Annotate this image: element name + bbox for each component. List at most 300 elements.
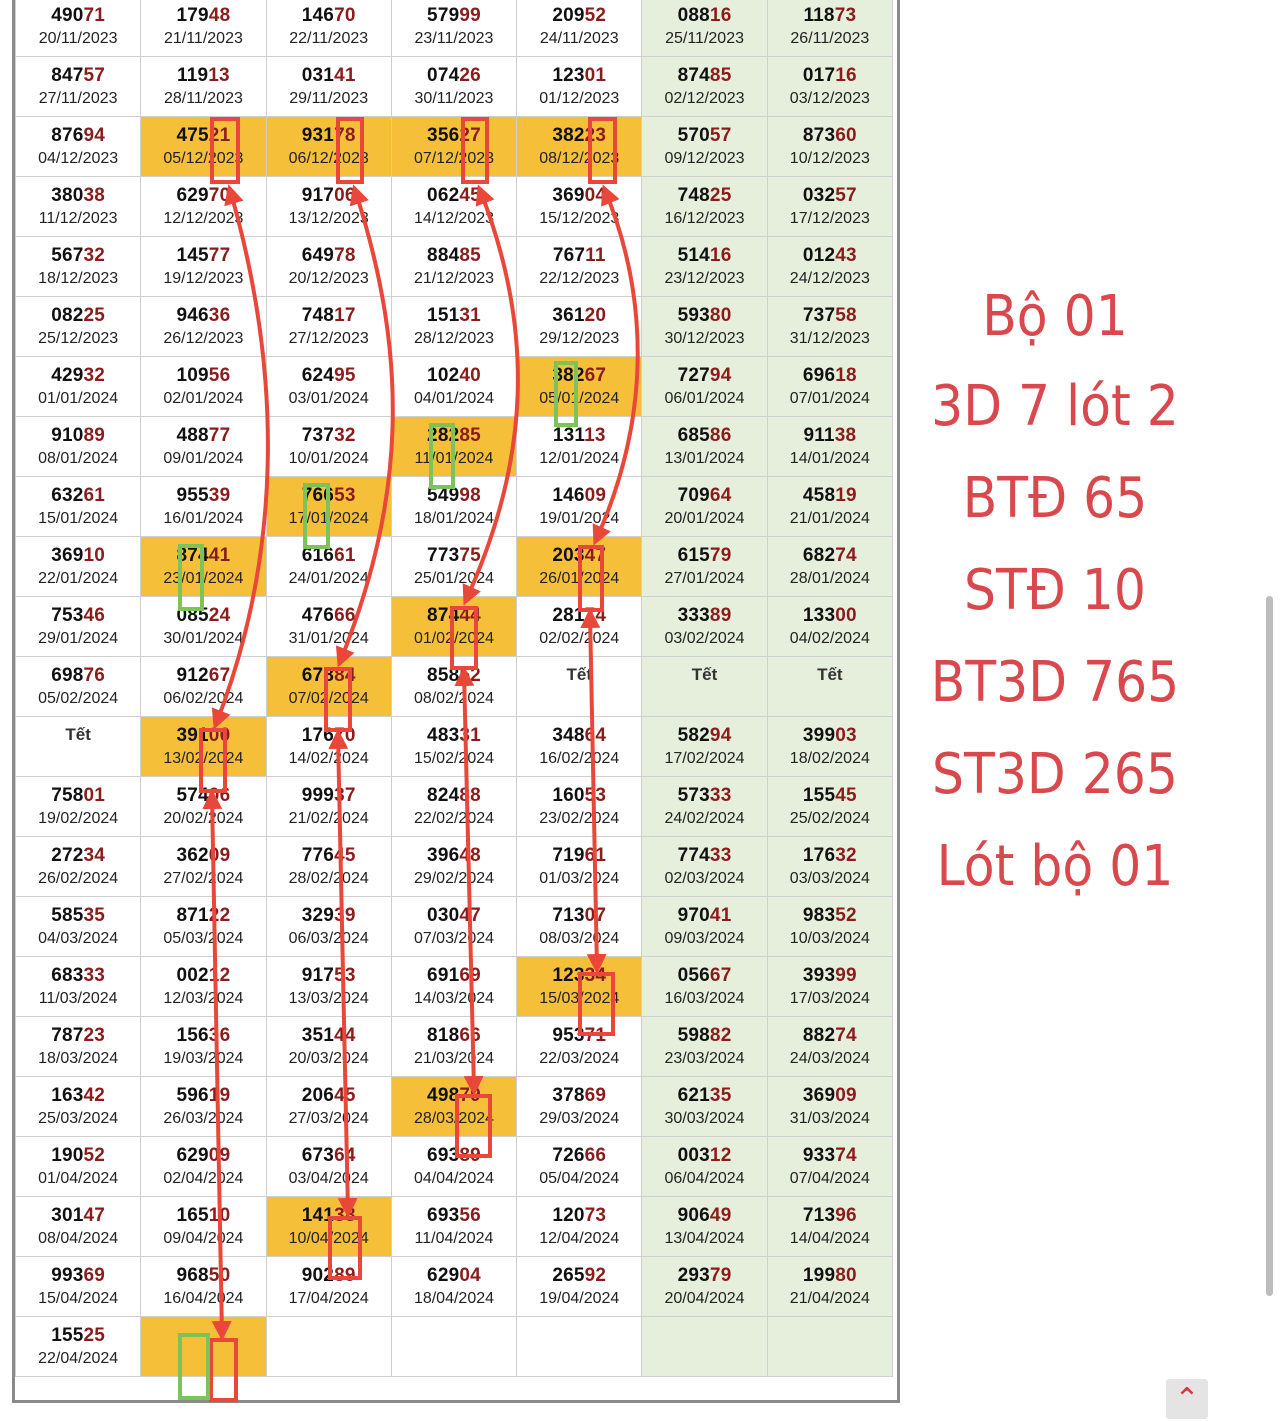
result-date: 01/01/2024 bbox=[38, 390, 119, 407]
result-date: 03/04/2024 bbox=[288, 1170, 369, 1187]
result-date: 17/01/2024 bbox=[288, 510, 369, 527]
result-date: 15/03/2024 bbox=[539, 990, 620, 1007]
result-number: 71307 bbox=[552, 905, 607, 926]
table-row bbox=[16, 177, 893, 237]
result-cell bbox=[517, 117, 642, 177]
result-number: 57406 bbox=[176, 785, 231, 806]
result-number: 87694 bbox=[51, 125, 106, 146]
result-cell bbox=[517, 477, 642, 537]
result-cell bbox=[16, 537, 141, 597]
result-number: 87122 bbox=[176, 905, 231, 926]
result-date: 10/03/2024 bbox=[789, 930, 870, 947]
result-number: 62909 bbox=[176, 1145, 231, 1166]
result-date: 24/11/2023 bbox=[539, 30, 619, 47]
result-number-tail: 06 bbox=[208, 785, 231, 806]
result-cell bbox=[266, 0, 391, 57]
result-date: 04/02/2024 bbox=[789, 630, 870, 647]
result-cell bbox=[391, 357, 516, 417]
result-date: 10/12/2023 bbox=[789, 150, 870, 167]
table-row bbox=[16, 1257, 893, 1317]
result-number-tail: 21 bbox=[208, 125, 231, 146]
result-date: 29/02/2024 bbox=[413, 870, 495, 887]
result-cell bbox=[767, 297, 892, 357]
result-number: 57333 bbox=[677, 785, 732, 806]
result-number-tail: 18 bbox=[835, 365, 857, 386]
result-number-tail: 10 bbox=[83, 545, 106, 566]
result-cell bbox=[16, 417, 141, 477]
result-date: 07/01/2024 bbox=[789, 390, 870, 407]
result-number: 14670 bbox=[301, 5, 356, 26]
result-number-tail: 44 bbox=[459, 605, 481, 626]
result-number-tail: 99 bbox=[459, 5, 481, 26]
result-number-tail: 80 bbox=[835, 1265, 857, 1286]
result-date: 25/02/2024 bbox=[789, 810, 870, 827]
result-date: 30/03/2024 bbox=[664, 1110, 745, 1127]
result-cell bbox=[141, 297, 266, 357]
result-date: 13/03/2024 bbox=[288, 990, 369, 1007]
result-cell bbox=[517, 957, 642, 1017]
result-number-tail: 74 bbox=[835, 1145, 857, 1166]
result-cell bbox=[517, 1257, 642, 1317]
result-number-tail: 39 bbox=[208, 485, 231, 506]
result-number-tail: 53 bbox=[584, 785, 607, 806]
result-cell bbox=[141, 597, 266, 657]
result-number-tail: 98 bbox=[459, 485, 481, 506]
table-row bbox=[16, 837, 893, 897]
result-number: 62904 bbox=[427, 1265, 481, 1286]
result-date: 05/12/2023 bbox=[163, 150, 244, 167]
result-cell bbox=[767, 0, 892, 57]
result-number: 72666 bbox=[552, 1145, 607, 1166]
result-number: 78723 bbox=[51, 1025, 106, 1046]
result-number-tail: 20 bbox=[584, 305, 607, 326]
result-number: 95371 bbox=[552, 1025, 607, 1046]
result-number: 39903 bbox=[802, 725, 857, 746]
result-date: 16/04/2024 bbox=[163, 1290, 244, 1307]
result-cell bbox=[16, 237, 141, 297]
result-number-tail: 89 bbox=[709, 605, 732, 626]
result-date: 30/12/2023 bbox=[664, 330, 745, 347]
result-number: 14577 bbox=[176, 245, 231, 266]
result-number-tail: 94 bbox=[709, 725, 732, 746]
result-cell bbox=[16, 177, 141, 237]
result-cell bbox=[517, 57, 642, 117]
result-date: 06/03/2024 bbox=[288, 930, 369, 947]
result-cell bbox=[767, 1197, 892, 1257]
result-cell bbox=[391, 597, 516, 657]
result-cell bbox=[266, 537, 391, 597]
result-number: 68333 bbox=[51, 965, 106, 986]
result-date: 21/11/2023 bbox=[163, 30, 243, 47]
result-cell bbox=[16, 597, 141, 657]
result-number: 77433 bbox=[677, 845, 732, 866]
result-number: 68586 bbox=[677, 425, 732, 446]
result-date: 16/02/2024 bbox=[539, 750, 620, 767]
result-number: 48331 bbox=[427, 725, 481, 746]
result-date: 31/01/2024 bbox=[288, 630, 369, 647]
result-date: 31/12/2023 bbox=[789, 330, 870, 347]
result-number-tail: 66 bbox=[584, 1145, 607, 1166]
result-date: 26/01/2024 bbox=[539, 570, 620, 587]
result-date: 02/04/2024 bbox=[163, 1170, 244, 1187]
result-date: 02/01/2024 bbox=[163, 390, 244, 407]
result-date: 16/01/2024 bbox=[163, 510, 244, 527]
result-date: 18/01/2024 bbox=[413, 510, 495, 527]
result-date: 27/03/2024 bbox=[288, 1110, 369, 1127]
result-cell bbox=[767, 897, 892, 957]
result-cell bbox=[767, 357, 892, 417]
result-cell bbox=[517, 1137, 642, 1197]
result-date: 15/12/2023 bbox=[539, 210, 620, 227]
result-number-tail: 53 bbox=[334, 485, 356, 506]
result-date: 11/01/2024 bbox=[414, 450, 494, 467]
result-date: 08/02/2024 bbox=[413, 690, 495, 707]
result-date: 20/02/2024 bbox=[163, 810, 244, 827]
result-cell bbox=[141, 1017, 266, 1077]
result-date: 14/04/2024 bbox=[789, 1230, 870, 1247]
result-number: 06245 bbox=[427, 185, 481, 206]
result-cell bbox=[266, 597, 391, 657]
result-cell bbox=[517, 717, 642, 777]
result-date: 18/02/2024 bbox=[789, 750, 870, 767]
result-cell bbox=[517, 0, 642, 57]
result-number-tail: 76 bbox=[83, 665, 106, 686]
result-number: 77375 bbox=[427, 545, 481, 566]
result-cell bbox=[16, 0, 141, 57]
result-number: 90649 bbox=[677, 1205, 732, 1226]
result-date: 09/12/2023 bbox=[664, 150, 745, 167]
result-date: 24/01/2024 bbox=[288, 570, 369, 587]
result-number: 45819 bbox=[802, 485, 857, 506]
result-number-tail: 41 bbox=[334, 65, 356, 86]
result-date: 19/04/2024 bbox=[539, 1290, 620, 1307]
result-number: 03257 bbox=[802, 185, 857, 206]
result-number-tail: 24 bbox=[208, 605, 231, 626]
result-date: 03/02/2024 bbox=[664, 630, 745, 647]
result-number-tail: 73 bbox=[834, 5, 857, 26]
result-number: 57999 bbox=[427, 5, 481, 26]
result-cell bbox=[141, 537, 266, 597]
result-number-tail: 41 bbox=[208, 545, 231, 566]
result-number: 91706 bbox=[301, 185, 356, 206]
result-date: 05/01/2024 bbox=[539, 390, 620, 407]
result-cell bbox=[767, 1257, 892, 1317]
result-number-tail: 89 bbox=[334, 1265, 356, 1286]
holiday-label: Tết bbox=[817, 665, 843, 684]
result-date: 04/03/2024 bbox=[38, 930, 119, 947]
result-number: 74817 bbox=[301, 305, 356, 326]
table-row bbox=[16, 1077, 893, 1137]
result-cell bbox=[266, 1017, 391, 1077]
result-number-tail: 16 bbox=[709, 5, 732, 26]
result-number: 34864 bbox=[552, 725, 607, 746]
result-number-tail: 56 bbox=[459, 1205, 481, 1226]
result-date: 24/12/2023 bbox=[789, 270, 870, 287]
result-date: 06/04/2024 bbox=[664, 1170, 745, 1187]
result-cell bbox=[266, 777, 391, 837]
result-number: 20952 bbox=[552, 5, 607, 26]
result-cell bbox=[141, 957, 266, 1017]
result-number: 15525 bbox=[51, 1325, 106, 1346]
result-number-tail: 04 bbox=[459, 1265, 481, 1286]
result-number: 77645 bbox=[301, 845, 356, 866]
result-cell bbox=[767, 597, 892, 657]
result-number: 96850 bbox=[176, 1265, 231, 1286]
result-number: 14609 bbox=[552, 485, 607, 506]
holiday-label: Tết bbox=[65, 725, 91, 744]
result-number-tail: 80 bbox=[709, 305, 732, 326]
result-number-tail: 31 bbox=[459, 725, 481, 746]
result-number: 36209 bbox=[176, 845, 231, 866]
result-number-tail: 75 bbox=[459, 545, 481, 566]
result-number-tail: 26 bbox=[459, 65, 481, 86]
result-date: 29/12/2023 bbox=[539, 330, 620, 347]
result-number-tail: 94 bbox=[83, 125, 106, 146]
result-date: 31/03/2024 bbox=[789, 1110, 870, 1127]
result-cell bbox=[767, 57, 892, 117]
result-date: 09/03/2024 bbox=[664, 930, 745, 947]
result-date: 11/03/2024 bbox=[38, 990, 118, 1007]
result-cell bbox=[391, 477, 516, 537]
result-date: 23/01/2024 bbox=[163, 570, 244, 587]
result-cell bbox=[391, 1077, 516, 1137]
result-date: 23/11/2023 bbox=[414, 30, 494, 47]
result-date: 28/01/2024 bbox=[789, 570, 870, 587]
result-date: 14/12/2023 bbox=[413, 210, 495, 227]
result-number: 29379 bbox=[677, 1265, 732, 1286]
result-cell bbox=[642, 117, 767, 177]
result-date: 03/12/2023 bbox=[789, 90, 870, 107]
result-number-tail: 78 bbox=[334, 125, 356, 146]
result-cell bbox=[642, 1197, 767, 1257]
result-number-tail: 56 bbox=[208, 365, 231, 386]
result-number: 20645 bbox=[301, 1085, 356, 1106]
result-cell bbox=[517, 417, 642, 477]
result-number: 99937 bbox=[301, 785, 356, 806]
result-number-tail: 77 bbox=[208, 425, 231, 446]
note-line: Bộ 01 bbox=[982, 284, 1128, 349]
result-cell bbox=[642, 777, 767, 837]
result-number: 15636 bbox=[176, 1025, 231, 1046]
result-number-tail: 45 bbox=[334, 1085, 356, 1106]
result-date: 21/03/2024 bbox=[413, 1050, 495, 1067]
result-number-tail: 74 bbox=[584, 605, 607, 626]
result-cell bbox=[767, 117, 892, 177]
result-date: 26/11/2023 bbox=[790, 30, 870, 47]
scroll-to-top-button[interactable] bbox=[1166, 1379, 1208, 1419]
result-number-tail: 23 bbox=[83, 1025, 106, 1046]
table-row bbox=[16, 0, 893, 57]
result-number-tail: 71 bbox=[83, 5, 106, 26]
table-row bbox=[16, 537, 893, 597]
scrollbar[interactable] bbox=[1266, 596, 1273, 1296]
result-number: 03047 bbox=[427, 905, 481, 926]
result-number: 15131 bbox=[427, 305, 481, 326]
result-number-tail: 42 bbox=[83, 1085, 106, 1106]
result-number: 62495 bbox=[301, 365, 356, 386]
result-date: 12/01/2024 bbox=[539, 450, 620, 467]
result-number-tail: 57 bbox=[709, 125, 732, 146]
result-number: 88274 bbox=[802, 1025, 857, 1046]
table-row bbox=[16, 117, 893, 177]
result-number-tail: 67 bbox=[208, 665, 231, 686]
result-date: 26/03/2024 bbox=[163, 1110, 244, 1127]
result-cell bbox=[16, 897, 141, 957]
result-number: 47521 bbox=[176, 125, 231, 146]
table-row bbox=[16, 957, 893, 1017]
result-cell bbox=[391, 717, 516, 777]
result-date: 04/12/2023 bbox=[38, 150, 119, 167]
result-date: 29/01/2024 bbox=[38, 630, 119, 647]
result-date: 18/12/2023 bbox=[38, 270, 119, 287]
result-number: 82488 bbox=[427, 785, 481, 806]
result-number: 07426 bbox=[427, 65, 481, 86]
result-date: 23/02/2024 bbox=[539, 810, 620, 827]
result-cell bbox=[767, 957, 892, 1017]
result-cell bbox=[517, 177, 642, 237]
result-number-tail: 96 bbox=[835, 1205, 857, 1226]
result-number: 70964 bbox=[677, 485, 732, 506]
table-row bbox=[16, 417, 893, 477]
table-row bbox=[16, 1197, 893, 1257]
result-cell bbox=[266, 117, 391, 177]
result-number-tail: 82 bbox=[709, 1025, 732, 1046]
result-number: 67364 bbox=[301, 1145, 356, 1166]
result-number: 94636 bbox=[176, 305, 231, 326]
result-date: 25/12/2023 bbox=[38, 330, 119, 347]
result-number-tail: 79 bbox=[709, 545, 732, 566]
result-cell bbox=[141, 1197, 266, 1257]
result-date: 01/04/2024 bbox=[38, 1170, 119, 1187]
result-cell bbox=[767, 477, 892, 537]
result-number-tail: 74 bbox=[835, 545, 857, 566]
result-number-tail: 09 bbox=[584, 485, 607, 506]
result-cell bbox=[767, 837, 892, 897]
result-number-tail: 06 bbox=[334, 185, 356, 206]
result-number-tail: 36 bbox=[208, 305, 231, 326]
result-number-tail: 47 bbox=[584, 545, 607, 566]
result-date: 17/04/2024 bbox=[288, 1290, 369, 1307]
result-number: 73758 bbox=[802, 305, 857, 326]
result-number-tail: 48 bbox=[459, 845, 481, 866]
result-date: 15/04/2024 bbox=[38, 1290, 119, 1307]
result-cell bbox=[517, 357, 642, 417]
result-date: 19/02/2024 bbox=[38, 810, 119, 827]
result-cell bbox=[767, 717, 892, 777]
result-date: 13/01/2024 bbox=[664, 450, 745, 467]
result-number-tail: 00 bbox=[835, 605, 857, 626]
result-number: 85852 bbox=[427, 665, 481, 686]
result-cell bbox=[141, 1137, 266, 1197]
result-number-tail: 32 bbox=[835, 845, 857, 866]
result-number: 33389 bbox=[677, 605, 732, 626]
result-number: 36910 bbox=[51, 545, 106, 566]
result-number: 69169 bbox=[427, 965, 481, 986]
result-cell bbox=[266, 1137, 391, 1197]
note-line: Lót bộ 01 bbox=[936, 834, 1174, 899]
result-number-tail: 38 bbox=[83, 185, 106, 206]
result-number: 01716 bbox=[802, 65, 857, 86]
result-cell bbox=[16, 297, 141, 357]
result-number-tail: 37 bbox=[334, 785, 356, 806]
result-cell bbox=[16, 1317, 141, 1377]
result-number: 90289 bbox=[301, 1265, 356, 1286]
result-cell bbox=[16, 657, 141, 717]
result-number: 36909 bbox=[802, 1085, 857, 1106]
result-number: 87360 bbox=[802, 125, 857, 146]
result-number: 81866 bbox=[427, 1025, 481, 1046]
result-number-tail: 99 bbox=[835, 965, 857, 986]
result-date: 22/12/2023 bbox=[539, 270, 620, 287]
result-number-tail: 69 bbox=[83, 1265, 106, 1286]
result-cell bbox=[391, 177, 516, 237]
result-cell bbox=[391, 1137, 516, 1197]
result-date: 03/01/2024 bbox=[288, 390, 369, 407]
result-cell bbox=[391, 657, 516, 717]
result-cell bbox=[266, 297, 391, 357]
result-date: 20/12/2023 bbox=[288, 270, 369, 287]
result-number-tail: 12 bbox=[208, 965, 231, 986]
table-row bbox=[16, 1317, 893, 1377]
result-number-tail: 25 bbox=[709, 185, 732, 206]
result-cell bbox=[642, 837, 767, 897]
result-number: 16342 bbox=[51, 1085, 106, 1106]
table-row bbox=[16, 477, 893, 537]
result-cell bbox=[642, 597, 767, 657]
result-date: 27/12/2023 bbox=[288, 330, 369, 347]
result-number-tail: 85 bbox=[459, 245, 481, 266]
result-number: 13300 bbox=[802, 605, 857, 626]
result-date: 08/04/2024 bbox=[38, 1230, 119, 1247]
result-date: 26/12/2023 bbox=[163, 330, 244, 347]
result-date: 02/02/2024 bbox=[539, 630, 620, 647]
result-number: 87485 bbox=[677, 65, 732, 86]
result-cell bbox=[141, 717, 266, 777]
result-number-tail: 19 bbox=[835, 485, 857, 506]
result-number-tail: 32 bbox=[83, 365, 106, 386]
result-number-tail: 13 bbox=[208, 65, 230, 86]
result-date: 13/04/2024 bbox=[664, 1230, 745, 1247]
result-cell bbox=[642, 1137, 767, 1197]
result-number: 10956 bbox=[176, 365, 231, 386]
result-number: 38038 bbox=[51, 185, 106, 206]
result-cell bbox=[266, 357, 391, 417]
result-cell bbox=[141, 237, 266, 297]
result-number-tail: 09 bbox=[208, 845, 231, 866]
result-cell bbox=[266, 477, 391, 537]
result-number-tail: 67 bbox=[584, 365, 607, 386]
result-cell bbox=[16, 717, 141, 777]
result-date: 08/03/2024 bbox=[539, 930, 620, 947]
result-number-tail: 34 bbox=[584, 965, 607, 986]
result-cell bbox=[767, 777, 892, 837]
result-number-tail: 36 bbox=[208, 1025, 231, 1046]
result-cell bbox=[391, 1257, 516, 1317]
result-cell bbox=[767, 1017, 892, 1077]
result-number-tail: 03 bbox=[835, 725, 857, 746]
result-cell bbox=[642, 1017, 767, 1077]
result-number-tail: 33 bbox=[709, 845, 732, 866]
result-number-tail: 89 bbox=[83, 425, 106, 446]
result-date: 05/04/2024 bbox=[539, 1170, 620, 1187]
result-cell bbox=[141, 57, 266, 117]
result-number: 48877 bbox=[176, 425, 231, 446]
result-date: 11/12/2023 bbox=[38, 210, 118, 227]
result-number: 36120 bbox=[552, 305, 607, 326]
note-line: ST3D 265 bbox=[932, 742, 1178, 807]
result-number: 16053 bbox=[552, 785, 607, 806]
result-date: 19/03/2024 bbox=[163, 1050, 244, 1067]
